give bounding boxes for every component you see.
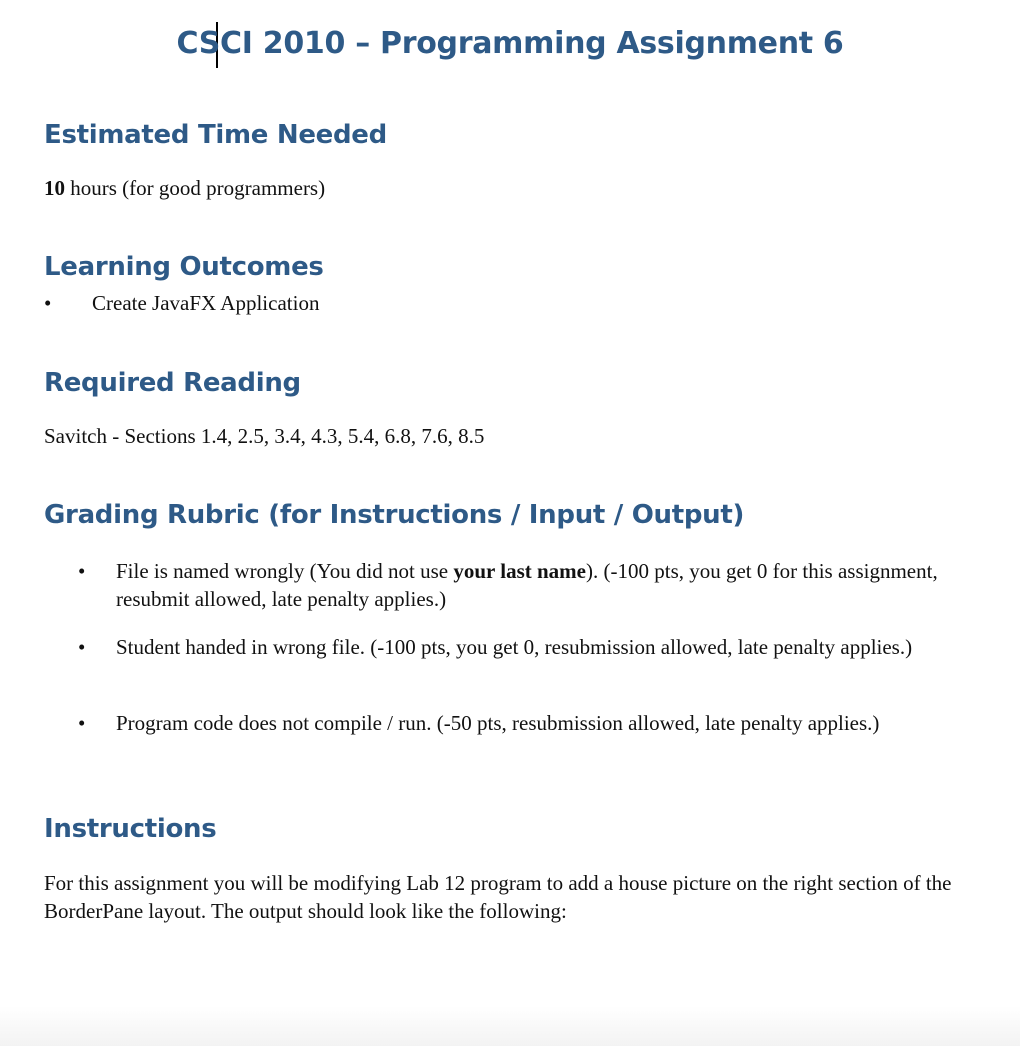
instructions-heading: Instructions — [44, 814, 217, 844]
page-bottom-shadow — [0, 1006, 1020, 1046]
rubric-item-text — [116, 557, 998, 613]
bullet-icon: • — [78, 559, 86, 583]
page-title: CSCI 2010 – Programming Assignment 6 — [176, 26, 844, 61]
rubric-item-text: Program code does not compile / run. (-50 pts, resubmission allowed, late penalty applies.) — [116, 711, 880, 735]
rubric-item-text-bold: your last name — [453, 559, 586, 583]
hours-suffix: hours (for good programmers) — [65, 176, 326, 200]
required-reading-text: Savitch - Sections 1.4, 2.5, 3.4, 4.3, 5.4, 6.8, 7.6, 8.5 — [44, 424, 485, 448]
learning-outcomes-heading: Learning Outcomes — [44, 252, 324, 282]
outcome-item: Create JavaFX Application — [92, 291, 320, 315]
rubric-item-text-pre: File is named wrongly (You did not use — [116, 559, 454, 583]
grading-rubric-heading: Grading Rubric (for Instructions / Input / Output) — [44, 500, 745, 530]
rubric-item-text-post: ). (-100 pts, you get 0 for this assignment, resubmit allowed, late penalty applies.) — [116, 559, 938, 611]
estimated-time-text — [44, 174, 325, 202]
bullet-icon: • — [78, 711, 86, 735]
hours-value: 10 — [44, 176, 65, 200]
bullet-icon: • — [44, 291, 52, 315]
estimated-time-heading: Estimated Time Needed — [44, 120, 387, 150]
instructions-text: For this assignment you will be modifying Lab 12 program to add a house picture on the right section of the BorderPane layout. The output should look like the following: — [44, 871, 952, 923]
bullet-icon: • — [78, 635, 86, 659]
rubric-item-text: Student handed in wrong file. (-100 pts, you get 0, resubmission allowed, late penalty applies.) — [116, 635, 913, 659]
required-reading-heading: Required Reading — [44, 368, 301, 398]
